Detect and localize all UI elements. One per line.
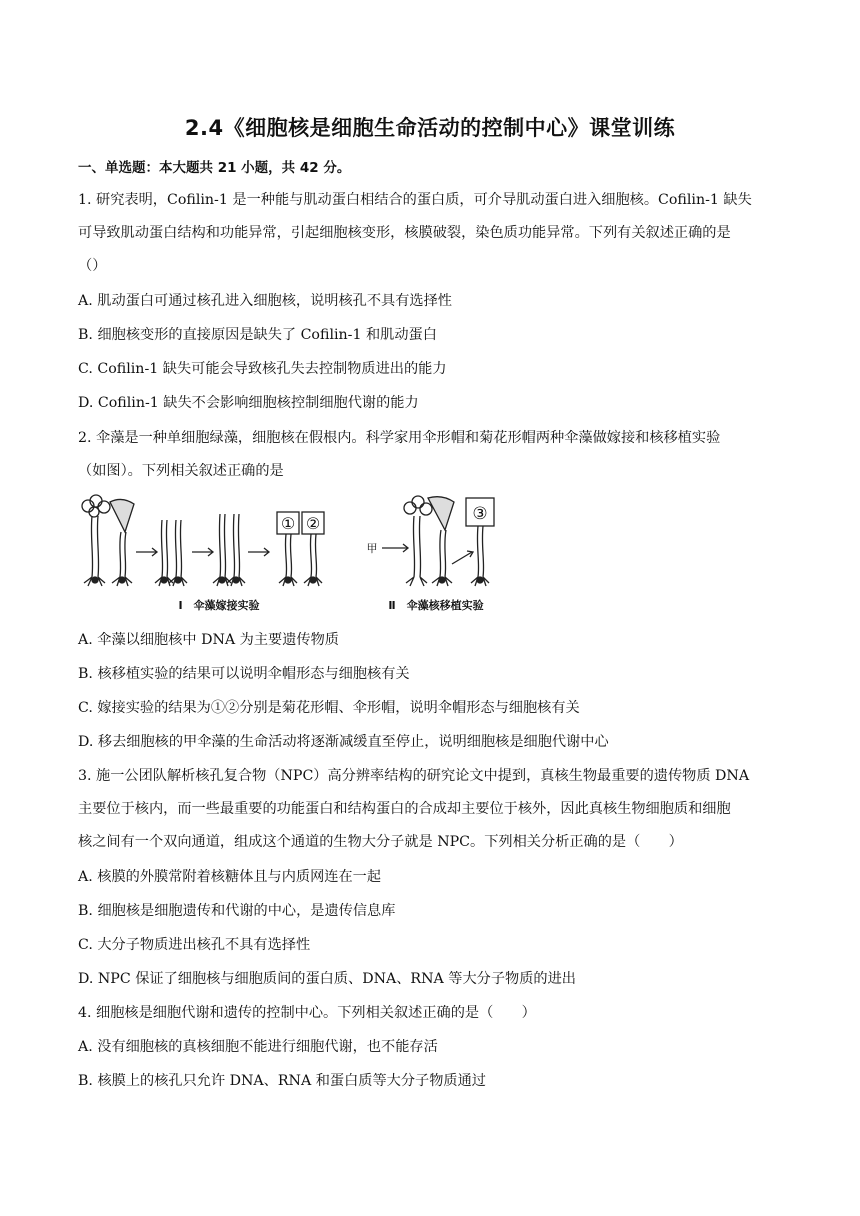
q1-option-b: B. 细胞核变形的直接原因是缺失了 Cofilin-1 和肌动蛋白	[78, 327, 437, 343]
q1-option-d: D. Cofilin-1 缺失不会影响细胞核控制细胞代谢的能力	[78, 395, 419, 411]
q2-option-a: A. 伞藻以细胞核中 DNA 为主要遗传物质	[78, 632, 339, 648]
acetabularia-figure	[74, 492, 514, 618]
document-title: 2.4《细胞核是细胞生命活动的控制中心》课堂训练	[184, 116, 676, 140]
q2-option-d: D. 移去细胞核的甲伞藻的生命活动将逐渐减缓直至停止，说明细胞核是细胞代谢中心	[78, 734, 609, 750]
q4-stem-line-1: 4. 细胞核是细胞代谢和遗传的控制中心。下列相关叙述正确的是（ ）	[78, 1005, 536, 1021]
q1-stem-line-1: 1. 研究表明，Cofilin-1 是一种能与肌动蛋白相结合的蛋白质，可介导肌动蛋白进入细胞核。Cofilin-1 缺失	[78, 192, 752, 208]
section-heading: 一、单选题：本大题共 21 小题，共 42 分。	[78, 160, 351, 176]
q2-stem-line-1: 2. 伞藻是一种单细胞绿藻，细胞核在假根内。科学家用伞形帽和菊花形帽两种伞藻做嫁接和核移植实验	[78, 430, 721, 446]
q3-stem-line-2: 主要位于核内，而一些最重要的功能蛋白和结构蛋白的合成却主要位于核外，因此真核生物细胞质和细胞	[78, 801, 731, 817]
q2-option-b: B. 核移植实验的结果可以说明伞帽形态与细胞核有关	[78, 666, 410, 682]
figure-box-1: ①	[280, 514, 296, 533]
q1-stem-line-3: （）	[78, 258, 107, 274]
q3-option-d: D. NPC 保证了细胞核与细胞质间的蛋白质、DNA、RNA 等大分子物质的进出	[78, 971, 576, 987]
figure-caption-1: Ⅰ 伞藻嫁接实验	[178, 599, 260, 612]
q4-option-b: B. 核膜上的核孔只允许 DNA、RNA 和蛋白质等大分子物质通过	[78, 1073, 486, 1089]
q1-option-a: A. 肌动蛋白可通过核孔进入细胞核，说明核孔不具有选择性	[78, 293, 452, 309]
q3-stem-line-1: 3. 施一公团队解析核孔复合物（NPC）高分辨率结构的研究论文中提到，真核生物最重要的遗传物质 DNA	[78, 768, 750, 784]
q2-stem-line-2: （如图）。下列相关叙述正确的是	[78, 463, 284, 479]
figure-box-3: ③	[472, 504, 488, 524]
q3-stem-line-3: 核之间有一个双向通道，组成这个通道的生物大分子就是 NPC。下列相关分析正确的是（ ）	[78, 834, 683, 850]
figure-caption-2: Ⅱ 伞藻核移植实验	[388, 599, 484, 612]
q4-option-a: A. 没有细胞核的真核细胞不能进行细胞代谢，也不能存活	[78, 1039, 438, 1055]
q3-option-a: A. 核膜的外膜常附着核糖体且与内质网连在一起	[78, 869, 382, 885]
q1-stem-line-2: 可导致肌动蛋白结构和功能异常，引起细胞核变形，核膜破裂，染色质功能异常。下列有关叙述正确的是	[78, 225, 731, 241]
q3-option-b: B. 细胞核是细胞遗传和代谢的中心，是遗传信息库	[78, 903, 396, 919]
figure-label-jia: 甲	[366, 542, 378, 555]
figure-box-2: ②	[305, 514, 321, 533]
q1-option-c: C. Cofilin-1 缺失可能会导致核孔失去控制物质进出的能力	[78, 361, 447, 377]
q3-option-c: C. 大分子物质进出核孔不具有选择性	[78, 937, 311, 953]
q2-option-c: C. 嫁接实验的结果为①②分别是菊花形帽、伞形帽，说明伞帽形态与细胞核有关	[78, 700, 580, 716]
